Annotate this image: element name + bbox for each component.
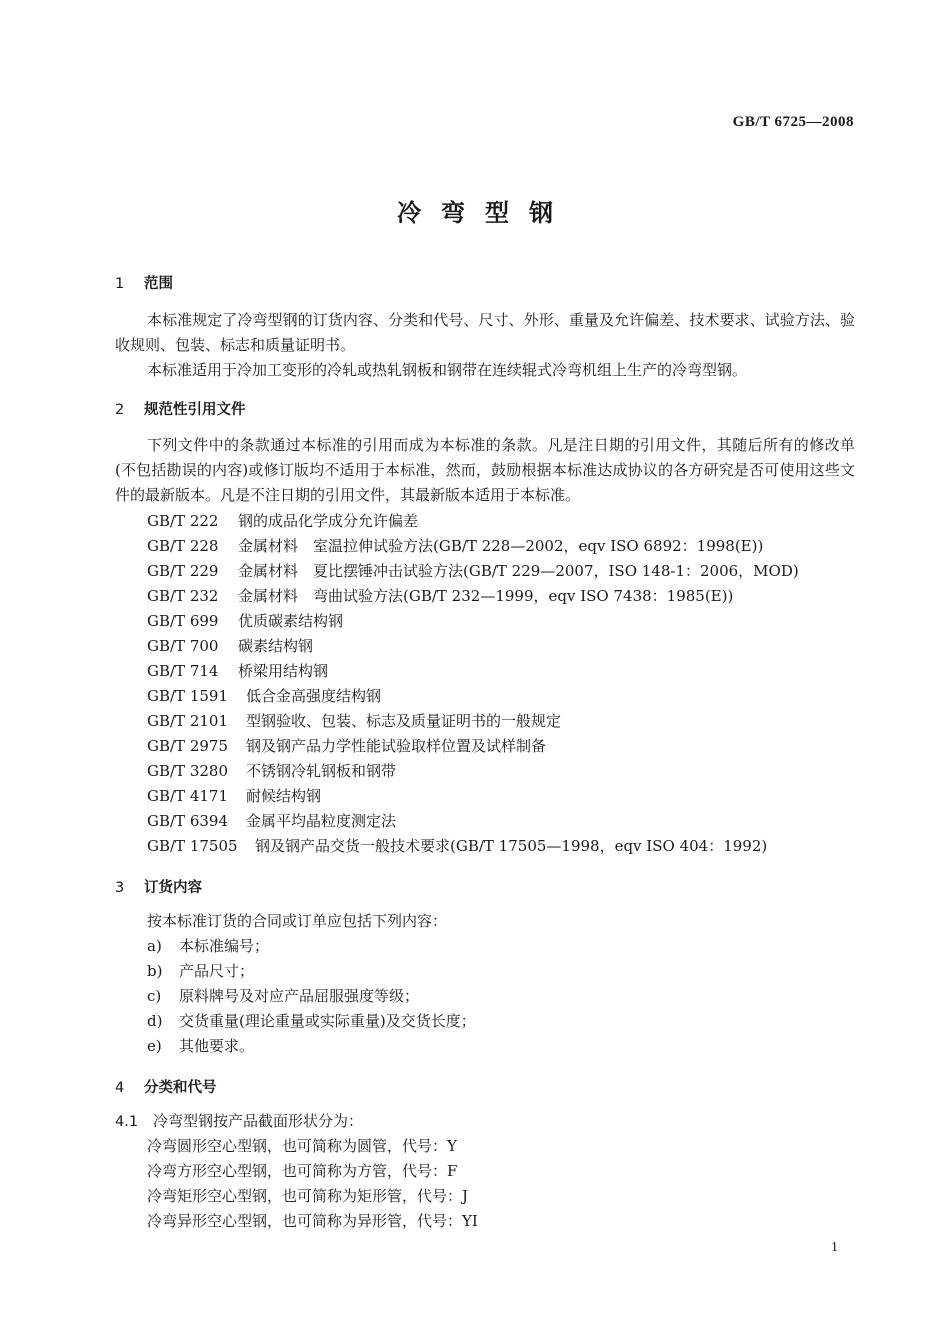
reference-title: 金属材料 夏比摆锤冲击试验方法(GB/T 229—2007，ISO 148-1：2006，MOD) <box>238 562 799 580</box>
list-label: b) <box>147 962 163 980</box>
reference-title: 优质碳素结构钢 <box>238 612 344 630</box>
reference-item <box>147 589 733 604</box>
classification-line: 冷弯方形空心型钢，也可简称为方管，代号：F <box>147 1162 458 1180</box>
reference-code: GB/T 228 <box>147 537 219 555</box>
section-1-paragraph-1: 本标准规定了冷弯型钢的订货内容、分类和代号、尺寸、外形、重量及允许偏差、技术要求、试验方法、验收规则、包装、标志和质量证明书。 <box>115 311 855 354</box>
subsection-4-1-title: 冷弯型钢按产品截面形状分为： <box>153 1112 364 1130</box>
reference-item <box>147 514 418 529</box>
reference-title: 金属材料 室温拉伸试验方法(GB/T 228—2002，eqv ISO 6892：1998(E)) <box>238 537 764 555</box>
reference-item <box>147 764 396 779</box>
section-1-paragraph-2: 本标准适用于冷加工变形的冷轧或热轧钢板和钢带在连续辊式冷弯机组上生产的冷弯型钢。 <box>147 361 748 379</box>
section-3-number: 3 <box>115 880 125 896</box>
reference-title: 钢及钢产品交货一般技术要求(GB/T 17505—1998，eqv ISO 404：1992) <box>255 837 768 855</box>
list-text: 产品尺寸； <box>179 962 255 980</box>
reference-code: GB/T 714 <box>147 662 219 680</box>
list-item <box>147 1014 476 1029</box>
reference-item <box>147 614 343 629</box>
reference-title: 钢及钢产品力学性能试验取样位置及试样制备 <box>246 737 547 755</box>
reference-title: 碳素结构钢 <box>238 637 314 655</box>
reference-item <box>147 639 313 654</box>
section-2-intro: 下列文件中的条款通过本标准的引用而成为本标准的条款。凡是注日期的引用文件，其随后所有的修改单(不包括勘误的内容)或修订版均不适用于本标准，然而，鼓励根据本标准达成协议的各方研究是否可使用这些文件的最新版本。凡是不注日期的引用文件，其最新版本适用于本标准。 <box>115 436 855 504</box>
reference-title: 低合金高强度结构钢 <box>246 687 382 705</box>
reference-item <box>147 789 321 804</box>
reference-code: GB/T 17505 <box>147 837 238 855</box>
reference-code: GB/T 229 <box>147 562 219 580</box>
reference-item <box>147 689 381 704</box>
section-1-number: 1 <box>115 276 125 292</box>
reference-code: GB/T 1591 <box>147 687 229 705</box>
reference-item <box>147 839 767 854</box>
section-3-intro: 按本标准订货的合同或订单应包括下列内容： <box>147 912 448 930</box>
reference-title: 金属平均晶粒度测定法 <box>246 812 397 830</box>
subsection-4-1-heading <box>115 1114 363 1130</box>
section-1-title: 范围 <box>144 276 173 292</box>
classification-line: 冷弯矩形空心型钢，也可简称为矩形管，代号：J <box>147 1187 469 1205</box>
list-label: a) <box>147 937 162 955</box>
list-label: c) <box>147 987 162 1005</box>
list-text: 原料牌号及对应产品屈服强度等级； <box>179 987 420 1005</box>
reference-code: GB/T 700 <box>147 637 219 655</box>
section-4-title: 分类和代号 <box>144 1080 217 1096</box>
reference-item <box>147 814 396 829</box>
reference-title: 不锈钢冷轧钢板和钢带 <box>246 762 397 780</box>
list-item <box>147 989 419 1004</box>
list-item <box>147 964 254 979</box>
reference-title: 钢的成品化学成分允许偏差 <box>238 512 419 530</box>
reference-code: GB/T 3280 <box>147 762 229 780</box>
reference-title: 金属材料 弯曲试验方法(GB/T 232—1999，eqv ISO 7438：1985(E)) <box>238 587 734 605</box>
section-3-heading <box>115 876 202 897</box>
section-2-heading <box>115 398 246 419</box>
reference-item <box>147 539 763 554</box>
reference-item <box>147 739 546 754</box>
section-4-number: 4 <box>115 1080 125 1096</box>
reference-code: GB/T 6394 <box>147 812 229 830</box>
standard-code: GB/T 6725—2008 <box>732 114 854 130</box>
reference-code: GB/T 222 <box>147 512 219 530</box>
section-2-number: 2 <box>115 402 125 418</box>
reference-code: GB/T 699 <box>147 612 219 630</box>
reference-title: 型钢验收、包装、标志及质量证明书的一般规定 <box>246 712 562 730</box>
reference-title: 桥梁用结构钢 <box>238 662 329 680</box>
list-text: 交货重量(理论重量或实际重量)及交货长度； <box>179 1012 476 1030</box>
list-item <box>147 939 269 954</box>
reference-code: GB/T 2975 <box>147 737 229 755</box>
reference-code: GB/T 232 <box>147 587 219 605</box>
page-number: 1 <box>831 1240 838 1255</box>
reference-code: GB/T 2101 <box>147 712 229 730</box>
classification-line: 冷弯圆形空心型钢，也可简称为圆管，代号：Y <box>147 1137 457 1155</box>
section-4-heading <box>115 1076 217 1097</box>
section-1-heading <box>115 272 173 293</box>
classification-line: 冷弯异形空心型钢，也可简称为异形管，代号：YI <box>147 1212 478 1230</box>
reference-code: GB/T 4171 <box>147 787 229 805</box>
document-title: 冷弯型钢 <box>397 199 573 227</box>
reference-item <box>147 714 561 729</box>
subsection-4-1-number: 4.1 <box>115 1114 139 1130</box>
list-text: 本标准编号； <box>179 937 270 955</box>
reference-item <box>147 664 328 679</box>
list-label: e) <box>147 1037 162 1055</box>
list-label: d) <box>147 1012 163 1030</box>
reference-item <box>147 564 799 579</box>
list-text: 其他要求。 <box>179 1037 255 1055</box>
reference-title: 耐候结构钢 <box>246 787 322 805</box>
section-3-title: 订货内容 <box>144 880 202 896</box>
list-item <box>147 1039 254 1054</box>
section-2-title: 规范性引用文件 <box>144 402 246 418</box>
